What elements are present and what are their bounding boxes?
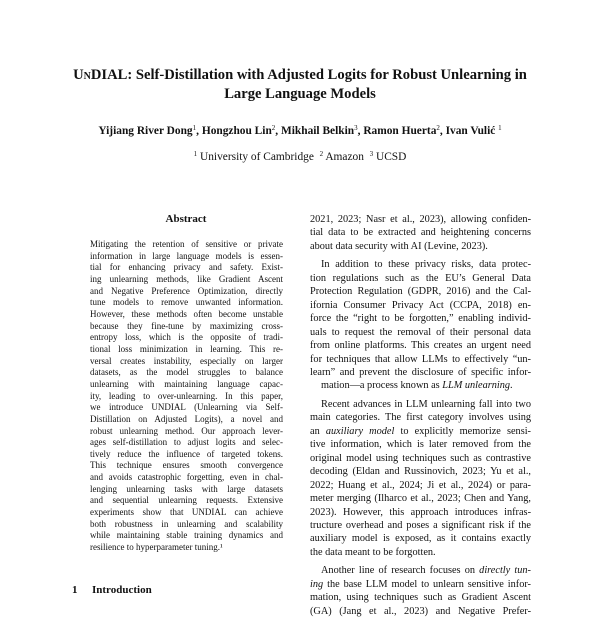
abstract-heading: Abstract <box>165 213 207 225</box>
text-line: 2023). However, this approach introduces infras- <box>310 506 531 518</box>
author-affil-mark: 1 <box>498 124 502 132</box>
text-line: while maintaining stable training dynamics and <box>90 530 283 541</box>
text-line: (GA) (Jang et al., 2023) and Negative Prefer- <box>310 605 531 617</box>
text-line: mation, using techniques such as Gradient Ascent <box>310 592 531 604</box>
author-list: Yijiang River Dong$^1$, Hongzhou Lin$^2$, Mikhail Belkin$^3$, Ramon Huerta$^2$, Ivan Vulić $^1$ <box>98 124 502 137</box>
text-line: the data meant to be forgotten. <box>310 546 436 558</box>
author: Mikhail Belkin <box>280 125 355 137</box>
text-line: datasets, as the model struggles to balance <box>90 367 283 378</box>
text-line: meter merging (Ilharco et al., 2023; Chen and Yang, <box>310 493 531 505</box>
text-line: and sequential unlearning requests. Extensive <box>90 495 283 506</box>
method-name: UnDIAL <box>73 67 128 83</box>
text-line: tructure overhead and poses a significant risk if the <box>310 519 531 531</box>
text-line: This technique ensures smooth convergence <box>90 460 283 471</box>
paragraph <box>310 438 531 559</box>
affiliation-mark: 3 <box>369 150 374 158</box>
text-line: tial data to be extracted and heightening concerns <box>310 227 531 239</box>
text-line: Another line of research focuses on directly tun- <box>321 565 531 577</box>
text-line: 2022; Huang et al., 2024; Ji et al., 2024) or para- <box>310 479 531 491</box>
text-line: from online platforms. This creates an urgent need <box>310 340 531 352</box>
right-column-text <box>310 213 531 618</box>
section-number: 1 <box>72 584 78 596</box>
text-line: about data security with AI (Levine, 2023). <box>310 240 488 252</box>
text-line: force the “right to be forgotten,” enabling individ- <box>310 313 531 325</box>
affiliation: Amazon <box>325 151 364 163</box>
text-line: tive information, which is later removed from the <box>310 439 531 451</box>
text-line: Protection Regulation (GDPR, 2016) and the Cal- <box>310 286 531 298</box>
text-line: lenging unlearning tasks with large datasets <box>90 483 283 494</box>
text-line: In addition to these privacy risks, data protec- <box>321 259 531 271</box>
text-line: and Negative Preference Optimization, directly <box>90 285 283 296</box>
text-line: However, these methods often become unstable <box>90 308 283 319</box>
text-line: Mitigating the retention of sensitive or private <box>90 239 283 249</box>
text-line: resilience to hyperparameter tuning.¹ <box>90 542 223 553</box>
text-line: decoding (Eldan and Russinovich, 2023; Yu et al., <box>310 466 531 478</box>
text-line: tively reduce the influence of targeted tokens. <box>90 448 283 459</box>
text-line: and avoids catastrophic forgetting, even in chal- <box>90 472 283 483</box>
text-line: uals to request the removal of their personal data <box>310 326 531 338</box>
text-line: tune models to remove unwanted information. <box>90 297 283 308</box>
text-line: 2021, 2023; Nasr et al., 2023), allowing confiden- <box>310 214 531 225</box>
author-affil-mark: 2 <box>271 124 276 132</box>
text-line: information in large language models is essen- <box>90 250 283 261</box>
text-line: ing unlearning methods, like Gradient Ascent <box>90 273 283 284</box>
text-line: tion regulations such as the EU’s General Data <box>310 272 531 284</box>
text-line: tional loss minimization in learning. This re- <box>90 343 283 354</box>
affiliation-mark: 2 <box>319 150 324 158</box>
author: Ivan Vulić <box>445 125 496 137</box>
text-line: mation—a process known as LLM unlearning. <box>321 380 513 392</box>
abstract-body <box>90 239 283 554</box>
author-affil-mark: 1 <box>192 124 197 132</box>
paragraph <box>310 213 531 253</box>
text-line: because they fine-tune by maximizing cross- <box>90 320 283 331</box>
paper-title <box>40 66 560 104</box>
text-line: ages self-distillation to adjust logits and selec- <box>90 437 283 448</box>
text-line: unlearning with maintaining language capac- <box>90 378 283 389</box>
text-line: ity, leading to over-unlearning. In this paper, <box>90 390 283 401</box>
text-line: tial for enhancing privacy and safety. Exist- <box>90 262 283 273</box>
text-line: main categories. The first category involves using <box>310 412 531 424</box>
text-line: Distillation on Adjusted Logits), a novel and <box>90 413 283 424</box>
affiliation-mark: 1 <box>193 150 198 158</box>
text-line: learn” and prevent the disclosure of specific infor- <box>310 366 531 378</box>
text-line: original model using techniques such as contrastive <box>310 452 531 464</box>
section-title: Introduction <box>92 584 152 596</box>
text-line: both robustness in unlearning and scalability <box>90 518 283 529</box>
text-line: ifornia Consumer Privacy Act (CCPA, 2018) en- <box>310 299 531 311</box>
text-line: ing the base LLM model to unlearn sensitive infor- <box>310 578 531 590</box>
text-line: an auxiliary model to explicitly memorize sensi- <box>310 425 531 437</box>
text-line: entropy loss, which is the opposite of tradi- <box>90 332 283 343</box>
title-line-2: Large Language Models <box>224 86 376 102</box>
title-line-1: : Self-Distillation with Adjusted Logits for Robust Unlearning in <box>127 67 527 83</box>
text-line: experiments show that UNDIAL can achieve <box>90 507 283 518</box>
author: Yijiang River Dong <box>98 125 193 137</box>
paragraph <box>310 258 531 379</box>
text-line: we introduce UNDIAL (Unlearning via Self- <box>90 402 283 413</box>
author: Ramon Huerta <box>363 125 437 137</box>
section-heading <box>72 583 152 597</box>
text-line: Recent advances in LLM unlearning fall into two <box>321 398 531 410</box>
affiliation: University of Cambridge <box>200 151 314 163</box>
text-line: auxiliary model is exposed, as it contains exactly <box>310 533 531 545</box>
author-affil-mark: 3 <box>354 124 358 132</box>
author: Hongzhou Lin <box>201 125 272 137</box>
affiliation: UCSD <box>375 151 407 163</box>
text-line: for techniques that allow LLMs to effectively “un- <box>310 353 531 365</box>
author-affil-mark: 2 <box>436 124 440 132</box>
affiliation-list <box>40 150 560 164</box>
text-line: versal creates instability, especially on larger <box>90 355 283 366</box>
text-line: robust unlearning method. Our approach lever- <box>90 425 283 436</box>
